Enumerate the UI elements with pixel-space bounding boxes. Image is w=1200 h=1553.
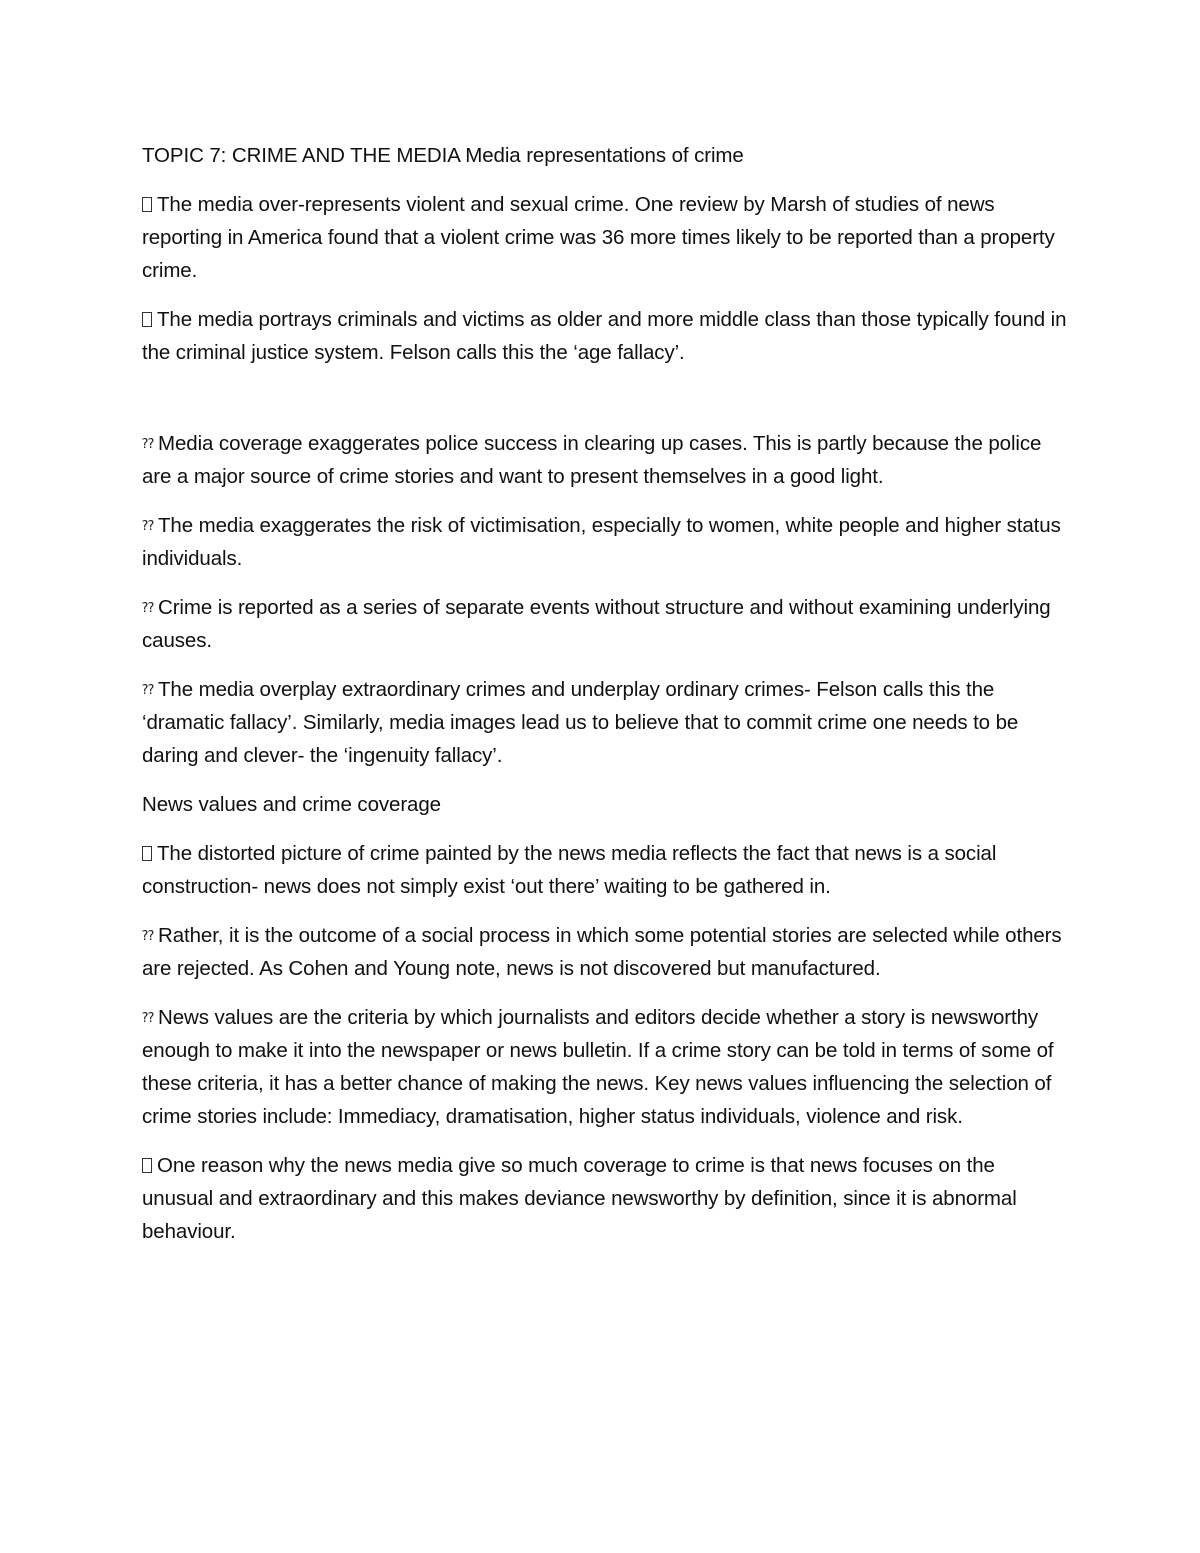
paragraph-text: Crime is reported as a series of separate events without structure and without examining underlying causes. <box>142 596 1051 652</box>
missing-glyph-icon: ⁇ <box>142 601 154 616</box>
paragraph-text: The media portrays criminals and victims as older and more middle class than those typically found in the criminal justice system. Felson calls this the ‘age fallacy’. <box>142 308 1067 364</box>
missing-glyph-icon: ⁇ <box>142 1011 154 1026</box>
bullet-paragraph <box>142 509 1067 575</box>
missing-glyph-box-icon <box>142 1158 152 1173</box>
document-title <box>142 139 1067 172</box>
paragraph-text: Media coverage exaggerates police success in clearing up cases. This is partly because the police are a major source of crime stories and want to present themselves in a good light. <box>142 432 1042 488</box>
bullet-paragraph <box>142 1149 1067 1248</box>
missing-glyph-box-icon <box>142 846 152 861</box>
document-page <box>142 139 1067 1264</box>
missing-glyph-icon: ⁇ <box>142 929 154 944</box>
bullet-paragraph <box>142 673 1067 772</box>
bullet-paragraph <box>142 919 1067 985</box>
heading-text: News values and crime coverage <box>142 793 441 816</box>
missing-glyph-icon: ⁇ <box>142 437 154 452</box>
bullet-paragraph <box>142 837 1067 903</box>
bullet-paragraph <box>142 427 1067 493</box>
section-heading <box>142 788 1067 821</box>
bullet-paragraph <box>142 591 1067 657</box>
title-text: TOPIC 7: CRIME AND THE MEDIA Media representations of crime <box>142 144 744 167</box>
paragraph-text: The distorted picture of crime painted by the news media reflects the fact that news is a social construction- news does not simply exist ‘out there’ waiting to be gathered in. <box>142 842 997 898</box>
bullet-paragraph <box>142 303 1067 369</box>
paragraph-text: The media over-represents violent and sexual crime. One review by Marsh of studies of news reporting in America found that a violent crime was 36 more times likely to be reported than a property crime. <box>142 193 1055 282</box>
missing-glyph-icon: ⁇ <box>142 519 154 534</box>
bullet-paragraph <box>142 188 1067 287</box>
missing-glyph-box-icon <box>142 197 152 212</box>
missing-glyph-icon: ⁇ <box>142 683 154 698</box>
paragraph-text: The media overplay extraordinary crimes and underplay ordinary crimes- Felson calls this the ‘dramatic fallacy’. Similarly, media images lead us to believe that to commit crime one needs to be daring and clever- the ‘ingenuity fallacy’. <box>142 678 1019 767</box>
paragraph-text: News values are the criteria by which journalists and editors decide whether a story is newsworthy enough to make it into the newspaper or news bulletin. If a crime story can be told in terms of some of these criteria, it has a better chance of making the news. Key news values influencing the selection of crime stories include: Immediacy, dramatisation, higher status individuals, violence and risk. <box>142 1006 1054 1128</box>
missing-glyph-box-icon <box>142 312 152 327</box>
bullet-paragraph <box>142 1001 1067 1133</box>
paragraph-text: Rather, it is the outcome of a social process in which some potential stories are selected while others are rejected. As Cohen and Young note, news is not discovered but manufactured. <box>142 924 1062 980</box>
paragraph-text: The media exaggerates the risk of victimisation, especially to women, white people and higher status individuals. <box>142 514 1061 570</box>
paragraph-text: One reason why the news media give so much coverage to crime is that news focuses on the unusual and extraordinary and this makes deviance newsworthy by definition, since it is abnormal behaviour. <box>142 1154 1017 1243</box>
